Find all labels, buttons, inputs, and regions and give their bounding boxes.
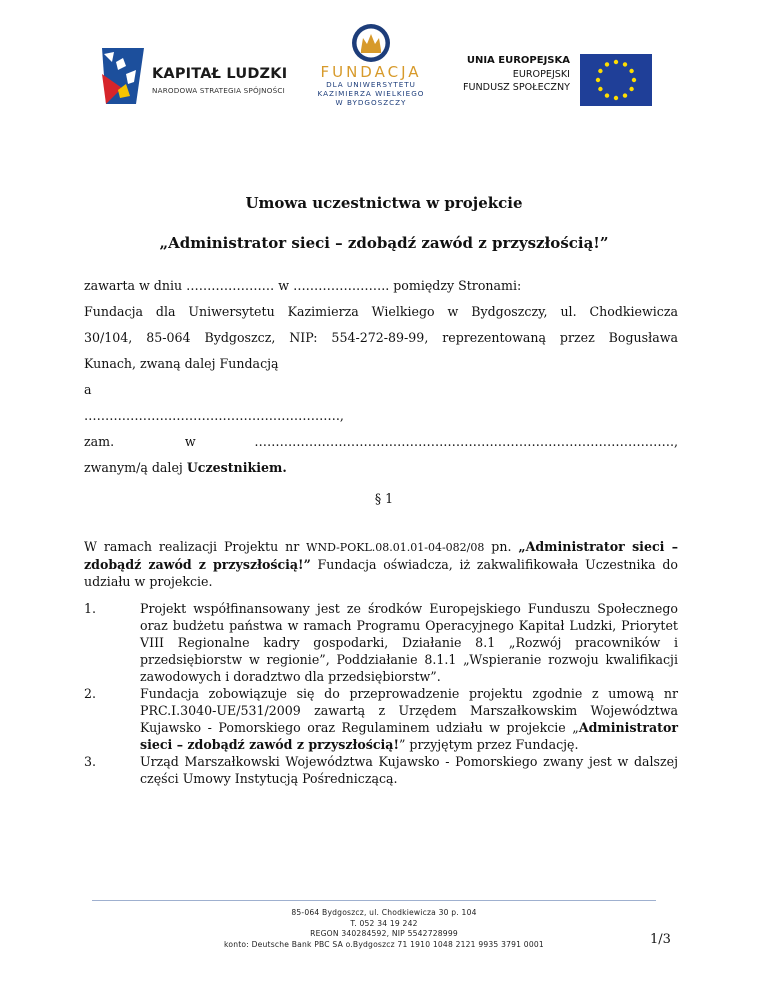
section-paragraph-pn: pn. xyxy=(484,539,519,554)
list-item xyxy=(84,600,678,685)
list-item-number: 2. xyxy=(84,686,97,701)
participant-definition-prefix: zwanym/ą dalej xyxy=(84,460,187,475)
section-paragraph-suffix: Fundacja oświadcza, iż zakwalifikowała Uczestnika do udziału w projekcie. xyxy=(84,557,678,589)
footer-line-4: konto: Deutsche Bank PBC SA o.Bydgoszcz 71 1910 1048 2121 9935 3791 0001 xyxy=(224,939,544,949)
page-number: 1/3 xyxy=(650,932,671,947)
kapital-ludzki-subtitle: NARODOWA STRATEGIA SPÓJNOŚCI xyxy=(152,86,285,95)
fundacja-line-3: W BYDGOSZCZY xyxy=(335,98,407,107)
list-item-bold: Administrator sieci – zdobądź zawód z przyszłością! xyxy=(140,720,678,752)
address-dots: ………………………………………………………………………………………., xyxy=(254,434,678,449)
footer-divider xyxy=(92,900,656,901)
eu-logo xyxy=(452,54,682,114)
footer-line-3: REGON 340284592, NIP 5542728999 xyxy=(310,929,458,938)
list-item-text: Fundacja zobowiązuje się do przeprowadzenie projektu zgodnie z umową nr PRC.I.3040-UE/531/2009 zawartą z Urzędem Marszałkowskim Województwa Kujawsko - Pomorskiego oraz Regulaminem udziału w projekcie „ xyxy=(140,686,678,735)
kapital-ludzki-mark-icon xyxy=(96,44,148,108)
section-heading: § 1 xyxy=(374,491,394,506)
fundacja-line-1: DLA UNIWERSYTETU xyxy=(326,80,416,89)
eu-flag-icon xyxy=(580,54,652,106)
list-item-text-end: ” przyjętym przez Fundację. xyxy=(398,737,579,752)
fundacja-line-2: KAZIMIERZA WIELKIEGO xyxy=(317,89,425,98)
section-paragraph-prefix: W ramach realizacji Projektu nr xyxy=(84,539,307,554)
fundacja-emblem-icon xyxy=(349,22,393,64)
project-title: „Administrator sieci – zdobądź zawód z przyszłością!” xyxy=(159,234,609,252)
eu-line-2: EUROPEJSKI xyxy=(512,69,570,80)
fundacja-logo xyxy=(306,22,436,122)
kapital-ludzki-title: KAPITAŁ LUDZKI xyxy=(152,66,288,82)
list-item xyxy=(84,753,678,787)
participant-definition-bold: Uczestnikiem. xyxy=(186,460,287,475)
header-logos xyxy=(0,0,768,130)
eu-line-1: UNIA EUROPEJSKA xyxy=(466,55,570,66)
list-item xyxy=(84,685,678,753)
eu-text xyxy=(452,54,570,94)
project-code: WND-POKL.08.01.01-04-082/08 xyxy=(306,541,485,554)
footer-line-1: 85-064 Bydgoszcz, ul. Chodkiewicza 30 p. 104 xyxy=(291,908,477,917)
participant-name-line: ……………………………………………………., xyxy=(84,408,344,423)
section-paragraph xyxy=(84,538,678,590)
address-line xyxy=(84,429,678,455)
address-in-word: w xyxy=(184,434,196,449)
list-item-text: Urząd Marszałkowski Województwa Kujawsko - Pomorskiego zwany jest w dalszej części Umowy Instytucją Pośredniczącą. xyxy=(140,754,678,786)
participant-definition xyxy=(84,455,678,481)
kapital-ludzki-logo xyxy=(96,44,306,114)
contract-parties xyxy=(84,273,678,481)
fundacja-name: FUNDACJA xyxy=(320,63,422,81)
footer-line-2: T. 052 34 19 242 xyxy=(350,918,418,928)
party1-line-3: Kunach, zwaną dalej Fundacją xyxy=(84,356,279,371)
section-paragraph-bold: „Administrator sieci – zdobądź zawód z przyszłością!” xyxy=(84,539,678,572)
list-item-number: 1. xyxy=(84,601,97,616)
party1-line-1: Fundacja dla Uniwersytetu Kazimierza Wielkiego w Bydgoszczy, ul. Chodkiewicza xyxy=(84,304,678,319)
and-word: a xyxy=(84,382,92,397)
section-list xyxy=(84,600,678,787)
address-label: zam. xyxy=(84,434,115,449)
eu-line-3: FUNDUSZ SPOŁECZNY xyxy=(462,82,570,93)
document-title: Umowa uczestnictwa w projekcie xyxy=(245,194,523,212)
list-item-text: Projekt współfinansowany jest ze środków Europejskiego Funduszu Społecznego oraz budżetu państwa w ramach Programu Operacyjnego Kapitał Ludzki, Priorytet VIII Regionalne kadry gospodarki, Działanie 8.1 „Rozwój pracowników i przedsiębiorstw w regionie”, Poddziałanie 8.1.1 „Wspieranie rozwoju kwalifikacji zawodowych i doradztwo dla przedsiębiorstw”. xyxy=(140,601,678,684)
concluded-line: zawarta w dniu ………………… w ………………….. pomiędzy Stronami: xyxy=(84,278,522,293)
party1-line-2: 30/104, 85-064 Bydgoszcz, NIP: 554-272-89-99, reprezentowaną przez Bogusława xyxy=(84,330,678,345)
list-item-number: 3. xyxy=(84,754,97,769)
